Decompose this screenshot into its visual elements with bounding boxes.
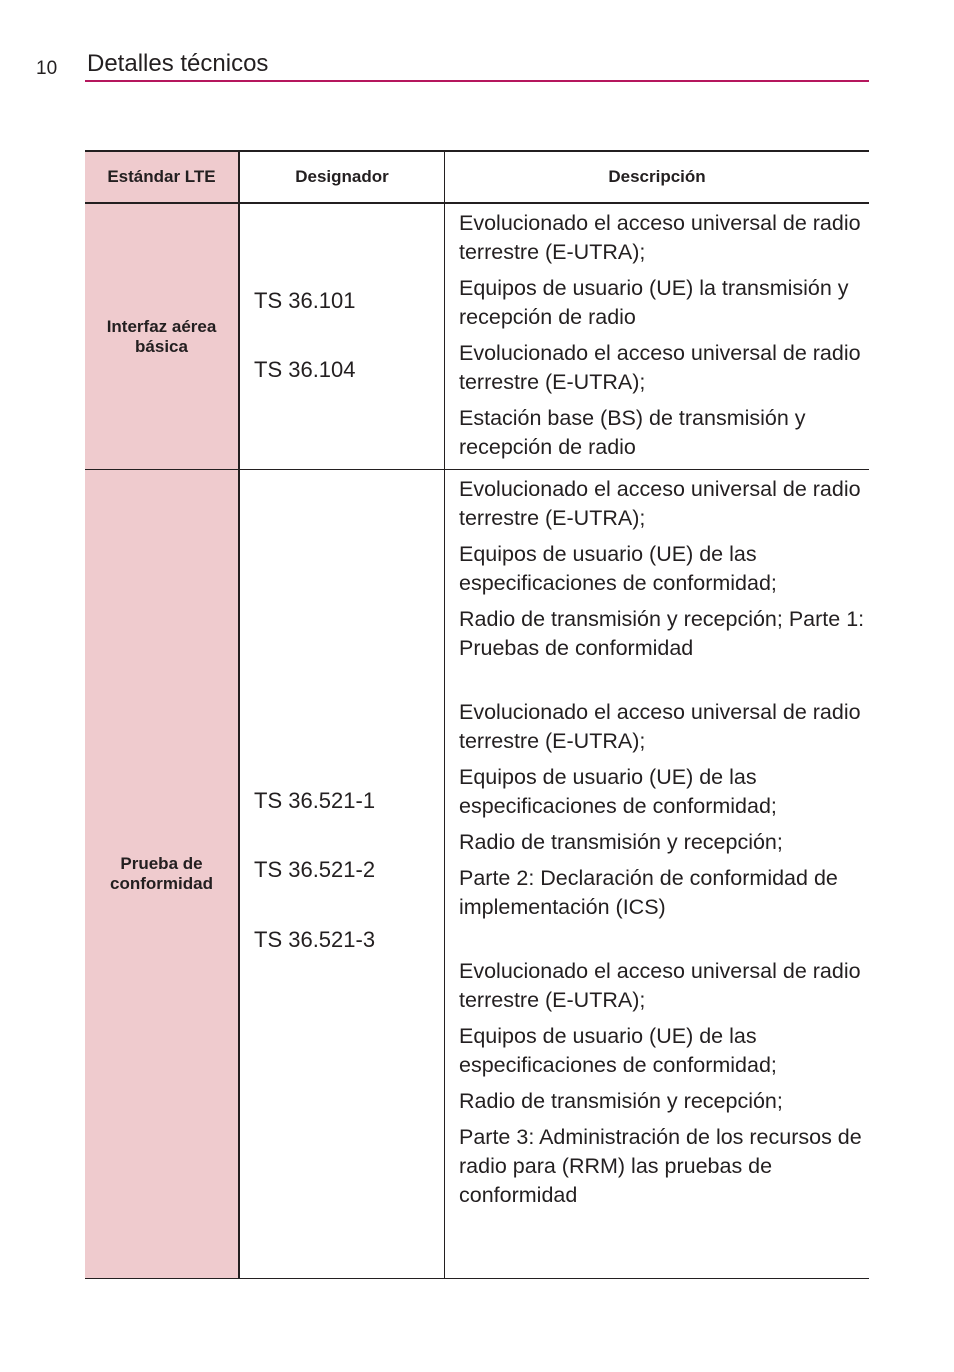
description-item: Equipos de usuario (UE) de las especificaciones de conformidad; (459, 542, 777, 595)
table-header-row (85, 151, 869, 203)
designator: TS 36.104 (254, 357, 356, 382)
description-item: Equipos de usuario (UE) la transmisión y recepción de radio (459, 276, 849, 329)
description-cell (445, 203, 870, 470)
description-item: Evolucionado el acceso universal de radio terrestre (E-UTRA); (459, 700, 861, 753)
designator: TS 36.521-2 (254, 857, 376, 882)
designator-cell (239, 470, 445, 1279)
description-item: Parte 3: Administración de los recursos de radio para (RRM) las pruebas de conformidad (459, 1125, 862, 1207)
column-header-designator: Designador (239, 151, 445, 203)
description-item: Equipos de usuario (UE) de las especificaciones de conformidad; (459, 1024, 777, 1077)
designator: TS 36.101 (254, 288, 356, 313)
description-item: Equipos de usuario (UE) de las especificaciones de conformidad; (459, 765, 777, 818)
description-item: Evolucionado el acceso universal de radio terrestre (E-UTRA); (459, 341, 861, 394)
description-item: Radio de transmisión y recepción; Parte 1: Pruebas de conformidad (459, 607, 865, 660)
standard-cell: Interfaz aérea básica (85, 203, 239, 470)
table-row (85, 203, 869, 470)
standard-cell: Prueba de conformidad (85, 470, 239, 1279)
description-group (459, 475, 865, 663)
description-item: Radio de transmisión y recepción; (459, 830, 783, 854)
page-title: Detalles técnicos (87, 50, 269, 77)
description-item: Evolucionado el acceso universal de radio terrestre (E-UTRA); (459, 477, 861, 530)
description-item: Parte 2: Declaración de conformidad de implementación (ICS) (459, 866, 838, 919)
description-item: Estación base (BS) de transmisión y recepción de radio (459, 406, 806, 459)
description-item: Radio de transmisión y recepción; (459, 1089, 783, 1113)
column-header-description: Descripción (608, 167, 706, 186)
designator-cell (239, 203, 445, 470)
title-rule (85, 80, 869, 82)
description-group (459, 698, 865, 922)
description-item: Evolucionado el acceso universal de radio terrestre (E-UTRA); (459, 959, 861, 1012)
lte-standards-table (85, 150, 869, 1279)
description-group (459, 957, 865, 1210)
designator: TS 36.521-3 (254, 927, 376, 952)
description-cell (445, 470, 870, 1279)
description-item: Evolucionado el acceso universal de radio terrestre (E-UTRA); (459, 211, 861, 264)
designator: TS 36.521-1 (254, 788, 376, 813)
table-row (85, 470, 869, 1279)
column-header-standard: Estándar LTE (85, 151, 239, 203)
page-number: 10 (36, 58, 58, 79)
